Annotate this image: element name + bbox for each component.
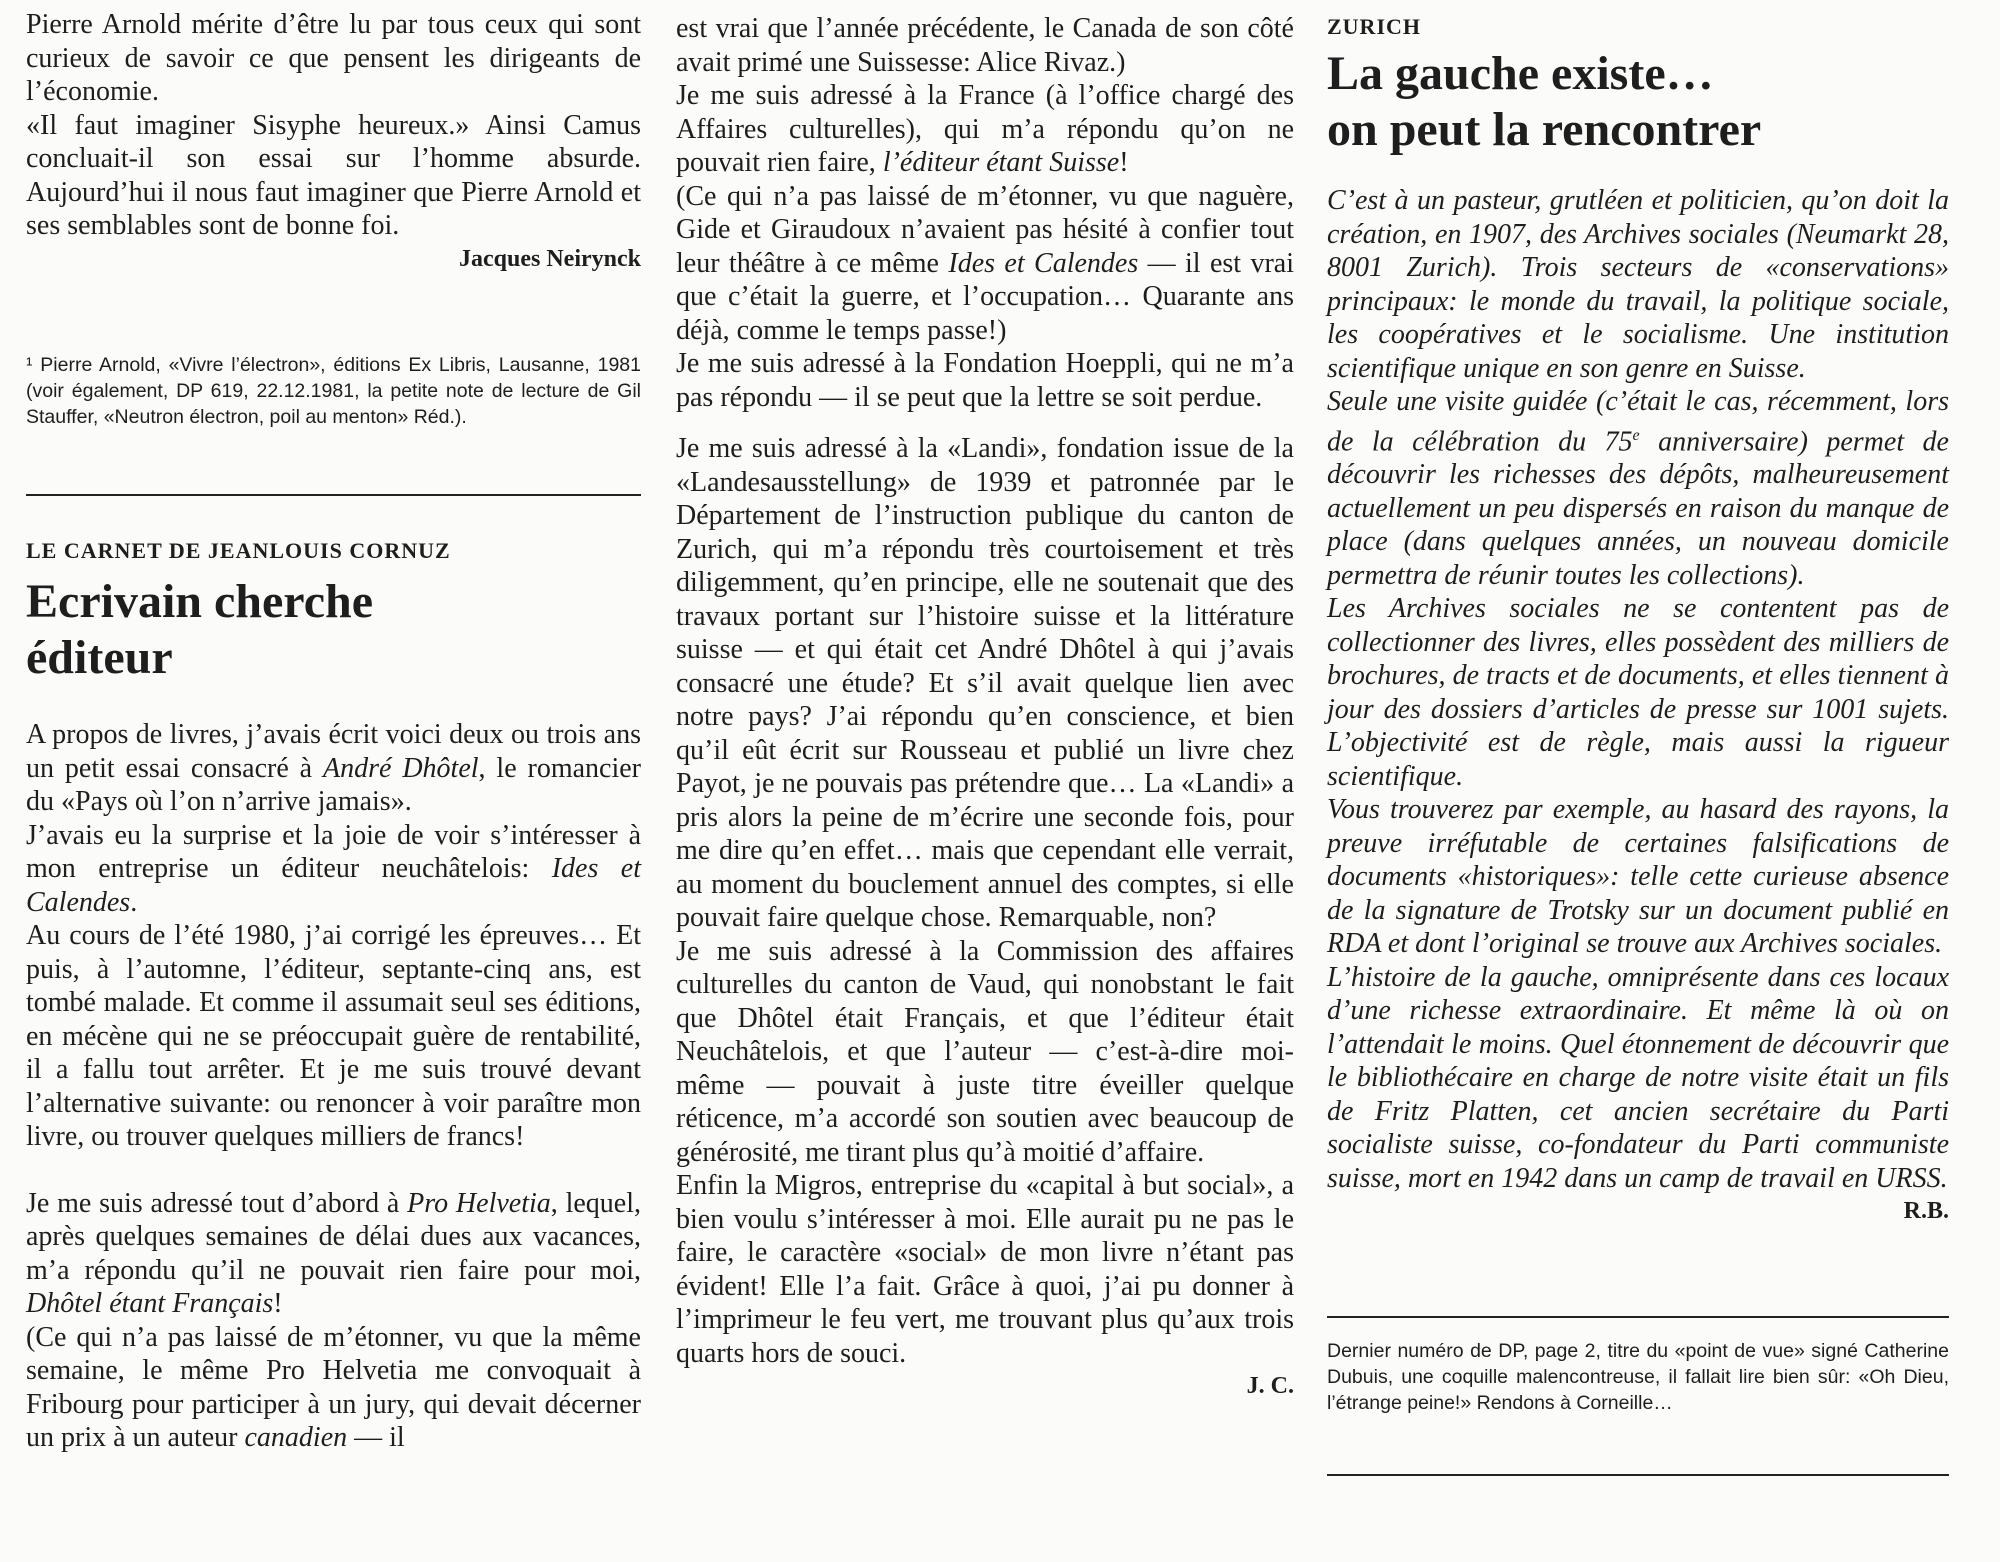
article1-paragraph: est vrai que l’année précédente, le Canada de son côté avait primé une Suissesse: Alice Rivaz.) bbox=[676, 13, 1294, 78]
signature-neirynck: Jacques Neirynck bbox=[459, 245, 641, 272]
article2-paragraph: Les Archives sociales ne se contentent pas de collectionner des livres, elles possèdent des milliers de brochures, de tracts et de documents, et elles tiennent à jour des dossiers d’articles de presse sur 1001 sujets. L’objectivité est de règle, mais aussi la rigueur scientifique. bbox=[1327, 593, 1949, 792]
signature-jc: J. C. bbox=[1246, 1373, 1294, 1399]
article2-kicker: ZURICH bbox=[1327, 14, 1422, 39]
article2-paragraph: Seule une visite guidée (c’était le cas, récemment, lors de la célébration du 75e anniversaire) permet de découvrir les richesses des dépôts, malheureusement actuellement un peu dispersés en raison du manque de place (dans quelques années, un nouveau domicile permettra de réunir toutes les collections). bbox=[1327, 386, 1949, 591]
signature-rb: R.B. bbox=[1903, 1198, 1949, 1225]
article2-title bbox=[1327, 46, 1949, 158]
footnote-block bbox=[26, 352, 641, 430]
intro-paragraph: Pierre Arnold mérite d’être lu par tous ceux qui sont curieux de savoir ce que pensent les dirigeants de l’économie. bbox=[26, 9, 641, 107]
article2-paragraph: Vous trouverez par exemple, au hasard des rayons, la preuve irréfutable de certaines falsifications de documents «historiques»: telle cette curieuse absence de la signature de Trotsky sur un document publié en RDA et dont l’original se trouve aux Archives sociales. bbox=[1327, 794, 1949, 960]
article1-kicker: LE CARNET DE JEANLOUIS CORNUZ bbox=[26, 538, 451, 563]
article1-title bbox=[26, 574, 641, 686]
footnote: ¹ Pierre Arnold, «Vivre l’électron», éditions Ex Libris, Lausanne, 1981 (voir également, DP 619, 22.12.1981, la petite note de lecture de Gil Stauffer, «Neutron électron, poil au menton» Réd.). bbox=[26, 354, 641, 428]
article1-body-start bbox=[26, 718, 641, 1455]
article1-paragraph: Enfin la Migros, entreprise du «capital à but social», a bien voulu s’intéresser à moi. Elle aurait pu ne pas le faire, le caractère «social» de mon livre n’étant pas évident! Elle l’a fait. Grâce à quoi, j’ai pu donner à l’imprimeur le feu vert, me trouvant plus qu’aux trois quarts hors de souci. bbox=[676, 1170, 1294, 1369]
intro-paragraph: «Il faut imaginer Sisyphe heureux.» Ainsi Camus concluait-il son essai sur l’homme absurde. Aujourd’hui il nous faut imaginer que Pierre Arnold et ses semblables sont de bonne foi. bbox=[26, 109, 641, 241]
divider bbox=[26, 494, 641, 496]
article1-title-line1: Ecrivain cherche bbox=[26, 575, 374, 628]
article2-body bbox=[1327, 184, 1949, 1227]
divider bbox=[1327, 1316, 1949, 1318]
article1-paragraph: Je me suis adressé à la Commission des affaires culturelles du canton de Vaud, qui nonobstant le fait que Dhôtel était Français, et que l’éditeur était Neuchâtelois, et que l’auteur — c’est-à-dire moi-même — pouvait à juste titre éveiller quelque réticence, m’a accordé son soutien avec beaucoup de générosité, me tirant plus qu’à moitié d’affaire. bbox=[676, 935, 1294, 1168]
article2-paragraph: C’est à un pasteur, grutléen et politicien, qu’on doit la création, en 1907, des Archives sociales (Neumarkt 28, 8001 Zurich). Trois secteurs de «conservations» principaux: le monde du travail, la politique sociale, les coopératives et le socialisme. Une institution scientifique unique en son genre en Suisse. bbox=[1327, 185, 1949, 384]
article1-body-cont bbox=[676, 12, 1294, 1402]
article1-paragraph: A propos de livres, j’avais écrit voici deux ou trois ans un petit essai consacré à André Dhôtel, le romancier du «Pays où l’on n’arrive jamais». bbox=[26, 719, 642, 817]
divider bbox=[1327, 1474, 1949, 1476]
article1-title-line2: éditeur bbox=[26, 631, 173, 684]
article2-paragraph: L’histoire de la gauche, omniprésente dans ces locaux d’une richesse extraordinaire. Et même là où on l’attendait le moins. Quel étonnement de découvrir que le bibliothécaire en charge de notre visite était un fils de Fritz Platten, cet ancien secrétaire du Parti socialiste suisse, co-fondateur du Parti communiste suisse, mort en 1942 dans un camp de travail en URSS. bbox=[1327, 961, 1949, 1194]
article1-paragraph: (Ce qui n’a pas laissé de m’étonner, vu que la même semaine, le même Pro Helvetia me convoquait à Fribourg pour participer à un jury, qui devait décerner un prix à un auteur canadien — il bbox=[26, 1321, 641, 1453]
article2-header bbox=[1327, 12, 1949, 158]
article1-header bbox=[26, 536, 641, 686]
article1-paragraph: Je me suis adressé à la «Landi», fondation issue de la «Landesausstellung» de 1939 et patronnée par le Département de l’instruction publique du canton de Zurich, qui m’a répondu très courtoisement et très diligemment, qu’en principe, elle ne soutenait que des travaux portant sur l’histoire suisse et la littérature suisse — et qui était cet André Dhôtel à qui j’avais consacré une étude? Et s’il avait quelque lien avec notre pays? J’ai répondu qu’en conscience, et bien qu’il eût écrit sur Rousseau et publié un livre chez Payot, je ne pouvais pas prétendre que… La «Landi» a pris alors la peine de m’écrire une seconde fois, pour me dire qu’en effet… mais que cependant elle verrait, au moment du bouclement annuel des comptes, si elle pouvait faire quelque chose. Remarquable, non? bbox=[676, 433, 1294, 933]
erratum: Dernier numéro de DP, page 2, titre du «point de vue» signé Catherine Dubuis, une coquille malencontreuse, il fallait lire bien sûr: «Oh Dieu, l’étrange peine!» Rendons à Corneille… bbox=[1327, 1340, 1949, 1414]
article1-paragraph: Au cours de l’été 1980, j’ai corrigé les épreuves… Et puis, à l’automne, l’éditeur, septante-cinq ans, est tombé malade. Et comme il assumait seul ses éditions, en mécène qui ne se préoccupait guère de rentabilité, il a fallu tout arrêter. Et je me suis trouvé devant l’alternative suivante: ou renoncer à voir paraître mon livre, ou trouver quelques milliers de francs! bbox=[26, 920, 641, 1152]
article1-paragraph: Je me suis adressé tout d’abord à Pro Helvetia, lequel, après quelques semaines de délai dues aux vacances, m’a répondu qu’il ne pouvait rien faire pour moi, Dhôtel étant Français! bbox=[26, 1187, 641, 1319]
erratum-block bbox=[1327, 1338, 1949, 1416]
article2-title-line2: on peut la rencontrer bbox=[1327, 103, 1762, 156]
article1-paragraph: Je me suis adressé à la Fondation Hoeppli, qui ne m’a pas répondu — il se peut que la lettre se soit perdue. bbox=[676, 348, 1294, 413]
intro-text bbox=[26, 8, 641, 275]
article1-paragraph: (Ce qui n’a pas laissé de m’étonner, vu que naguère, Gide et Giraudoux n’avaient pas hésité à confier tout leur théâtre à ce même Ides et Calendes — il est vrai que c’était la guerre, et l’occupation… Quarante ans déjà, comme le temps passe!) bbox=[676, 180, 1295, 346]
article1-paragraph: Je me suis adressé à la France (à l’office chargé des Affaires culturelles), qui m’a répondu qu’on ne pouvait rien faire, l’éditeur étant Suisse! bbox=[676, 80, 1294, 178]
article2-title-line1: La gauche existe… bbox=[1327, 47, 1714, 100]
article1-paragraph: J’avais eu la surprise et la joie de voir s’intéresser à mon entreprise un éditeur neuchâtelois: Ides et Calendes. bbox=[26, 819, 641, 918]
